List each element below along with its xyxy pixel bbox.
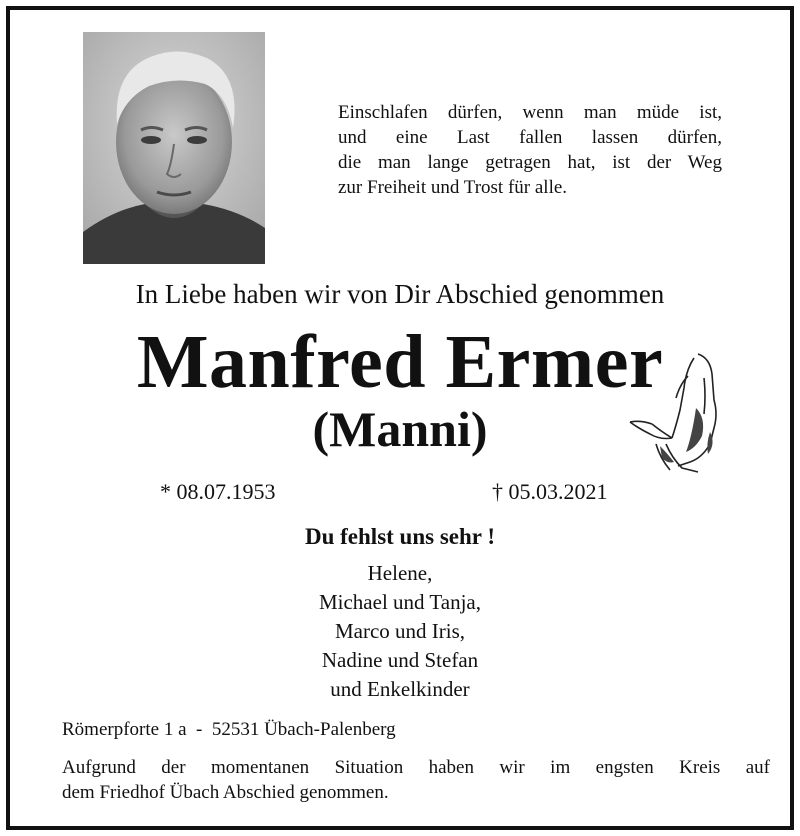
birth-date: * 08.07.1953 — [160, 479, 276, 504]
intro-text: In Liebe haben wir von Dir Abschied genommen — [135, 279, 665, 309]
death-date: † 05.03.2021 — [492, 479, 608, 504]
note-line: Aufgrund der momentanen Situation haben wir im engsten Kreis auf — [62, 757, 770, 778]
poem-line: und eine Last fallen lassen dürfen, — [338, 127, 722, 148]
poem-line: zur Freiheit und Trost für alle. — [338, 177, 568, 198]
family-member: Michael und Tanja, — [318, 590, 481, 614]
family-member: Nadine und Stefan — [321, 648, 479, 672]
deceased-nickname: (Manni) — [312, 401, 488, 457]
poem-line: Einschlafen dürfen, wenn man müde ist, — [338, 102, 722, 123]
portrait-photo — [83, 32, 265, 264]
poem-line: die man lange getragen hat, ist der Weg — [338, 152, 722, 173]
family-member: und Enkelkinder — [330, 677, 470, 701]
praying-hands-icon — [626, 348, 734, 474]
family-member: Marco und Iris, — [334, 619, 466, 643]
address: Römerpforte 1 a - 52531 Übach-Palenberg — [62, 719, 396, 740]
poem — [338, 100, 722, 200]
family-member: Helene, — [367, 561, 433, 585]
deceased-name: Manfred Ermer — [136, 320, 664, 404]
closing-note — [62, 755, 770, 805]
family-list — [0, 559, 800, 704]
note-line: dem Friedhof Übach Abschied genommen. — [62, 782, 389, 803]
missed-text: Du fehlst uns sehr ! — [305, 524, 495, 549]
